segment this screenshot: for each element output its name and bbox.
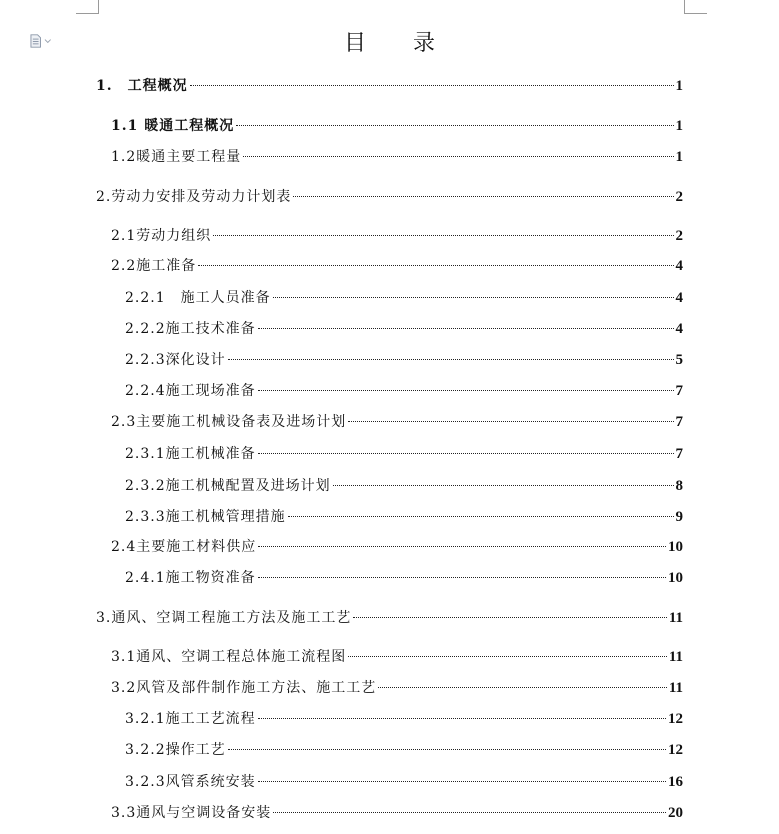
toc-entry-page: 2: [675, 228, 683, 244]
toc-entry[interactable]: [125, 476, 683, 496]
toc-entry-label: 2.3.2施工机械配置及进场计划: [125, 478, 331, 494]
toc-title: 目 录: [344, 31, 455, 56]
toc-entry-label: 2.3.1施工机械准备: [125, 446, 256, 462]
toc-entry-page: 4: [675, 258, 683, 274]
toc-entry-page: 7: [675, 383, 683, 399]
toc-leader-dots: [258, 577, 666, 578]
toc-entry[interactable]: [125, 444, 683, 464]
toc-entry-page: 4: [675, 321, 683, 337]
toc-entry[interactable]: [111, 256, 683, 276]
toc-entry-label: 2.3.3施工机械管理措施: [125, 509, 286, 525]
toc-entry[interactable]: [111, 116, 683, 136]
toc-leader-dots: [213, 235, 673, 236]
toc-entry-page: 1: [675, 78, 683, 94]
toc-entry-label: 3.2.3风管系统安装: [125, 774, 256, 790]
toc-entry-page: 1: [675, 118, 683, 134]
toc-entry-page: 12: [668, 742, 683, 758]
toc-entry-label: 3.2.1施工工艺流程: [125, 711, 256, 727]
toc-entry-label: 2.4主要施工材料供应: [111, 539, 257, 555]
toc-entry-label: 2.2.1 施工人员准备: [125, 290, 271, 306]
toc-entry[interactable]: [111, 537, 683, 557]
toc-entry-label: 2.劳动力安排及劳动力计划表: [96, 189, 292, 205]
toc-entry[interactable]: [96, 608, 683, 628]
toc-leader-dots: [333, 485, 674, 486]
toc-entry-label: 3.2.2操作工艺: [125, 742, 226, 758]
toc-leader-dots: [288, 516, 674, 517]
toc-leader-dots: [228, 359, 674, 360]
toc-leader-dots: [348, 421, 673, 422]
toc-entry[interactable]: [125, 507, 683, 527]
toc-entry[interactable]: [96, 76, 683, 96]
toc-entry-label: 2.2.4施工现场准备: [125, 383, 256, 399]
toc-entry-page: 20: [668, 805, 683, 821]
toc-entry[interactable]: [125, 568, 683, 588]
toc-entry-label: 2.1劳动力组织: [111, 228, 212, 244]
toc-entry-label: 2.4.1施工物资准备: [125, 570, 256, 586]
toc-leader-dots: [353, 617, 666, 618]
toc-entry[interactable]: [111, 412, 683, 432]
toc-entry[interactable]: [125, 288, 683, 308]
toc-leader-dots: [258, 781, 666, 782]
toc-entry[interactable]: [111, 803, 683, 823]
toc-entry-page: 7: [675, 446, 683, 462]
toc-entry[interactable]: [125, 740, 683, 760]
toc-entry-page: 12: [668, 711, 683, 727]
toc-entry-label: 3.1通风、空调工程总体施工流程图: [111, 649, 347, 665]
toc-leader-dots: [378, 687, 667, 688]
toc-leader-dots: [243, 156, 673, 157]
toc-entry-label: 2.2.2施工技术准备: [125, 321, 256, 337]
toc-entry-page: 11: [668, 610, 683, 626]
crop-mark-top-right: [684, 0, 707, 14]
toc-entry-label: 1. 工程概况: [96, 78, 188, 94]
toc-entry-label: 2.2施工准备: [111, 258, 197, 274]
toc-leader-dots: [293, 196, 673, 197]
toc-entry-label: 2.3主要施工机械设备表及进场计划: [111, 414, 347, 430]
toc-entry-page: 11: [668, 649, 683, 665]
toc-leader-dots: [228, 749, 666, 750]
toc-leader-dots: [198, 265, 673, 266]
toc-leader-dots: [258, 390, 674, 391]
toc-entry[interactable]: [111, 678, 683, 698]
toc-entry-label: 2.2.3深化设计: [125, 352, 226, 368]
toc-leader-dots: [258, 453, 674, 454]
toc-leader-dots: [258, 546, 666, 547]
toc-entry-label: 3.通风、空调工程施工方法及施工工艺: [96, 610, 352, 626]
toc-entry-page: 7: [675, 414, 683, 430]
toc-entry-page: 1: [675, 149, 683, 165]
toc-entry[interactable]: [96, 187, 683, 207]
toc-entry-page: 2: [675, 189, 683, 205]
toc-entry[interactable]: [125, 709, 683, 729]
toc-entry-page: 8: [675, 478, 683, 494]
toc-entry-page: 11: [668, 680, 683, 696]
toc-leader-dots: [258, 718, 666, 719]
crop-mark-top-left: [76, 0, 99, 14]
toc-entry-page: 9: [675, 509, 683, 525]
toc-entry-label: 3.3通风与空调设备安装: [111, 805, 272, 821]
toc-entry[interactable]: [125, 350, 683, 370]
toc-entry[interactable]: [125, 319, 683, 339]
toc-leader-dots: [236, 125, 673, 126]
toc-entry[interactable]: [111, 647, 683, 667]
toc-entry-page: 10: [668, 539, 683, 555]
toc-leader-dots: [273, 297, 674, 298]
toc-leader-dots: [190, 85, 674, 86]
toc-entry-page: 16: [668, 774, 683, 790]
toc-entry-label: 1.1 暖通工程概况: [111, 118, 235, 134]
toc-entry[interactable]: [125, 772, 683, 792]
toc-leader-dots: [273, 812, 666, 813]
toc-entry[interactable]: [111, 226, 683, 246]
toc-entry-label: 1.2暖通主要工程量: [111, 149, 242, 165]
toc-leader-dots: [348, 656, 667, 657]
toc-entry-page: 10: [668, 570, 683, 586]
toc-entry-page: 5: [675, 352, 683, 368]
toc-entry-label: 3.2风管及部件制作施工方法、施工工艺: [111, 680, 377, 696]
toc-entry[interactable]: [111, 147, 683, 167]
toc-leader-dots: [258, 328, 674, 329]
toc-entry-page: 4: [675, 290, 683, 306]
toc-entry[interactable]: [125, 381, 683, 401]
